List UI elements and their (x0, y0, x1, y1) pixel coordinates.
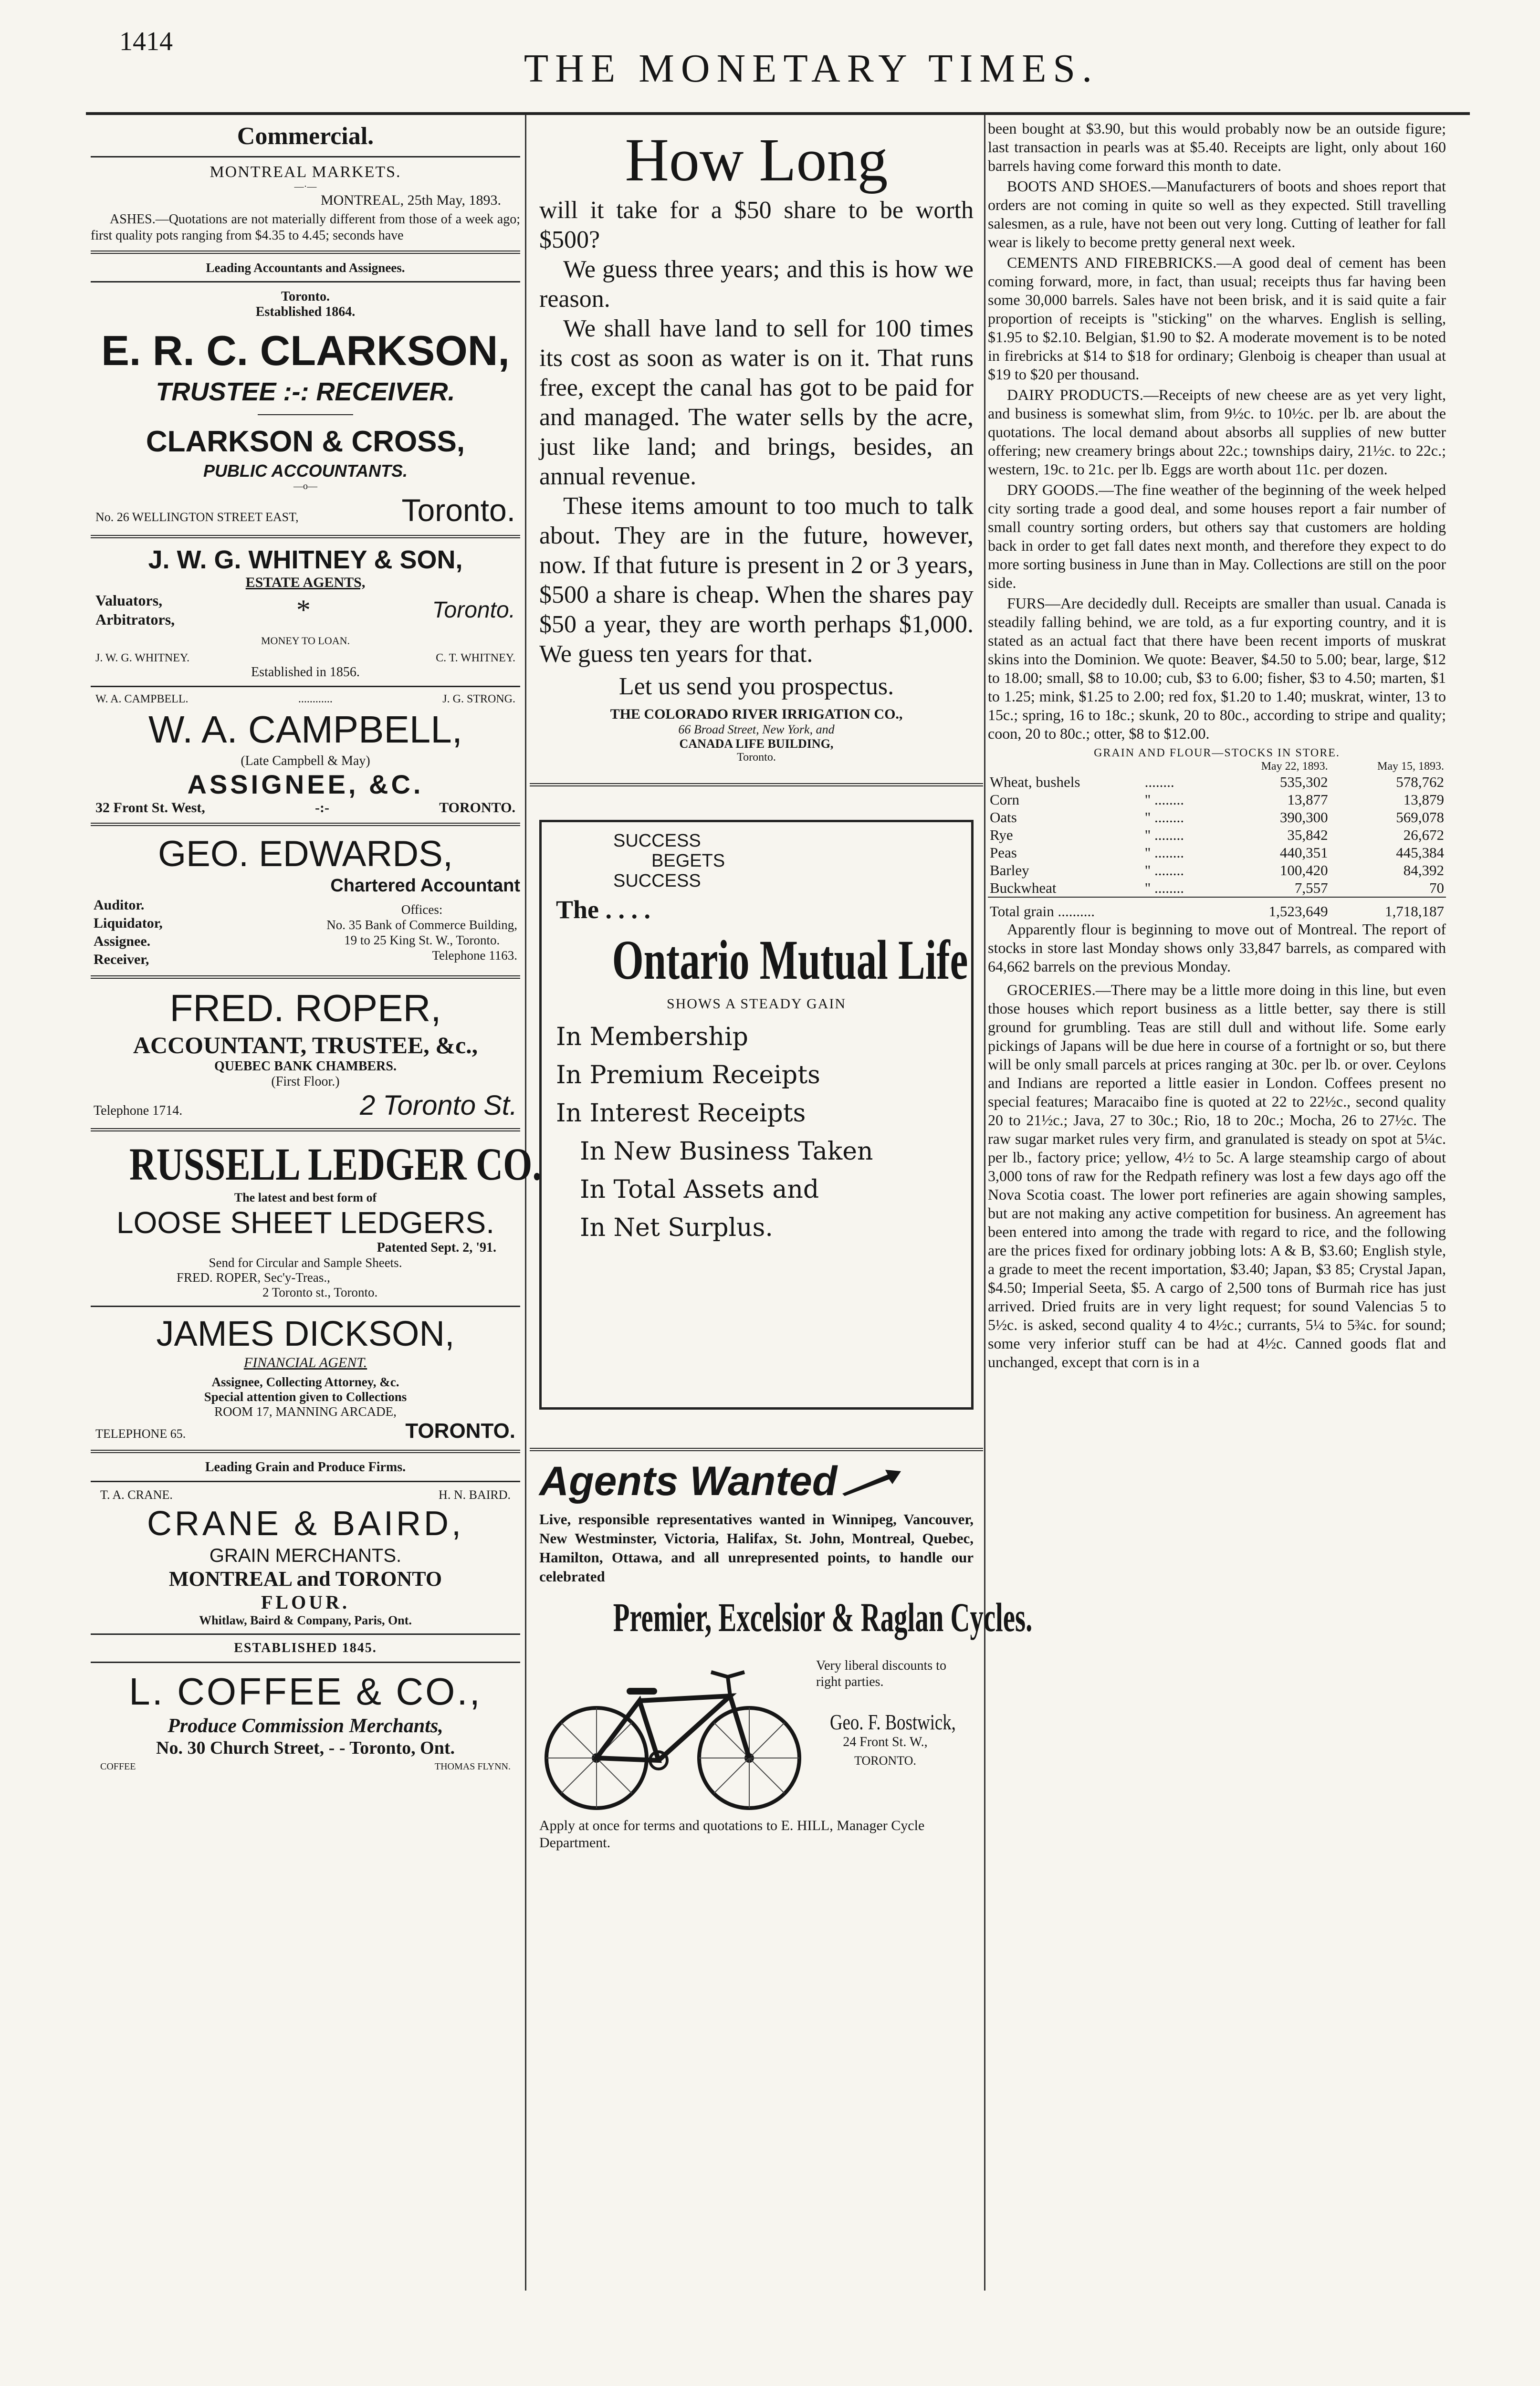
coffee-name: L. COFFEE & CO., (129, 1670, 482, 1713)
crane-baird-name: CRANE & BAIRD, (147, 1505, 464, 1543)
roper-role: ACCOUNTANT, TRUSTEE, &c., (133, 1032, 478, 1058)
campbell-dots: ............ (298, 693, 333, 705)
whitney-person-1: J. W. G. WHITNEY. (95, 652, 190, 664)
whitney-arbitrators: Arbitrators, (95, 611, 175, 628)
edwards-auditor: Auditor. (94, 897, 145, 913)
ashes-paragraph: ASHES.—Quotations are not materially different from those of a week ago; first quality pots ranging from $4.35 to 4.45; seconds have (91, 212, 520, 243)
stock-ditto: ........ (1144, 774, 1174, 790)
whitney-name: J. W. G. WHITNEY & SON, (148, 545, 463, 574)
dickson-line-2: Special attention given to Collections (204, 1390, 407, 1404)
russell-ledger-tag: The latest and best form of (234, 1191, 377, 1204)
how-long-line-2: We guess three years; and this is how we reason. (539, 256, 974, 313)
stock-item: Oats (990, 809, 1017, 826)
how-long-line-1: will it take for a $50 share to be worth $500? (539, 197, 974, 253)
colorado-address-2: CANADA LIFE BUILDING, (679, 737, 834, 751)
crane-baird-cities: MONTREAL and TORONTO (168, 1567, 442, 1591)
edwards-address-1: No. 35 Bank of Commerce Building, (326, 918, 517, 932)
campbell-separator: -:- (314, 800, 329, 816)
dickson-name: JAMES DICKSON, (156, 1314, 455, 1353)
dickson-line-1: Assignee, Collecting Attorney, &c. (211, 1375, 399, 1389)
coffee-person-1: COFFEE (100, 1761, 136, 1772)
market-para-groceries: GROCERIES.—There may be a little more doing in this line, but even those houses which report business as a little better, say there is still ground for grumbling. Teas are still dull and without life. Some early pickings of Japans will be due here in course of a fortnight or so, but there will be only small parcels at prices ranging at 30c. per lb. or over. Ceylons and Indians are reported a little easier in London. Coffees present no special features; Maracaibo fine is quoted at 22 to 22½c., second quality 20 to 21½c.; Java, 27 to 30c.; Rio, 18 to 20c.; Mocha, 26 to 27½c. The raw sugar market rules very firm, and granulated is steady on spot at 5¼c. per lb., factory price; yellow, 4½ to 5c. A large steamship cargo of about 3,000 tons of raw for the Redpath refinery was lost a few days ago off the Nova Scotia coast. The lower port refineries are again showing samples, but are not making any active competition for business. An agreement has been entered into among the trade with regard to rice, and the following are the prices fixed for ordinary jobbing lots: A & B, $3.60; English style, a grade to meet the recent importation, $3.40; Japan, $3 85; Crystal Japan, $4.50; Imperial Seeta, $5. A cargo of 2,500 tons of Burmah rice has just arrived. Dried fruits are in very light request; for sound Valencias 5 to 5½c. is asked, second quality 4 to 4½c.; currants, 5¼ to 5¾c. for sound; some very inferior stuff can be had at 4½c. Canned goods flat and unchanged, except that corn is in a (988, 981, 1446, 1371)
stock-total-label: Total grain .......... (990, 903, 1095, 920)
table-row (988, 826, 1446, 844)
whitney-valuators: Valuators, (95, 592, 163, 609)
asterisk-icon: * (296, 594, 311, 626)
campbell-role: ASSIGNEE, &C. (187, 769, 424, 799)
stock-value-1: 440,351 (1279, 844, 1328, 861)
russell-ledger-send: Send for Circular and Sample Sheets. (209, 1256, 402, 1270)
russell-ledger-name: RUSSELL LEDGER CO. (129, 1139, 542, 1190)
campbell-person-2: J. G. STRONG. (442, 693, 515, 705)
table-row (988, 808, 1446, 826)
stock-ditto: " ........ (1144, 791, 1184, 808)
stock-item: Peas (990, 844, 1017, 861)
market-para-flour: Apparently flour is beginning to move out of Montreal. The report of stocks in store last Monday shows only 33,847 barrels, as compared with 64,662 barrels on the previous Monday. (988, 921, 1446, 975)
commercial-heading: Commercial. (237, 123, 374, 150)
edwards-name: GEO. EDWARDS, (158, 834, 453, 874)
bostwick-name: Geo. F. Bostwick, (830, 1710, 956, 1734)
coffee-person-2: THOMAS FLYNN. (434, 1761, 511, 1772)
market-para-boots: BOOTS AND SHOES.—Manufacturers of boots and shoes report that orders are not coming in quite so well as they expected. Still travelling salesmen, as a rule, have not been out very long. Cutting of leather for fall wear is likely to become pretty general next week. (988, 178, 1446, 251)
roper-chambers: QUEBEC BANK CHAMBERS. (214, 1059, 397, 1074)
top-rule (86, 112, 1470, 115)
market-para-furs: FURS—Are decidedly dull. Receipts are smaller than usual. Canada is steadily falling behind, we are told, as a fur exporting country, and it is stated as an actual fact that there have been recent imports of muskrat skins into the Dominion. We quote: Beaver, $4.50 to 5.00; bear, large, $12 to 18.00; small, $8 to 10.00; cub, $3 to 6.00; fisher, $3 to 4.50; marten, $1 to 1.25; mink, $1.25 to 2.00; red fox, $1.20 to 1.40; muskrat, winter, 13 to 15c.; spring, 16 to 18c.; skunk, 20 to 80c., according to stripe and quality; coon, 20 to 80c.; otter, $8 to $12.00. (988, 595, 1446, 742)
stock-value-2: 445,384 (1396, 844, 1444, 861)
campbell-city: TORONTO. (439, 800, 515, 816)
page-number: 1414 (119, 27, 173, 56)
stock-value-1: 100,420 (1279, 862, 1328, 879)
stocks-col-2: May 15, 1893. (1377, 760, 1444, 773)
crane-baird-role: GRAIN MERCHANTS. (209, 1545, 402, 1566)
agents-wanted-title: Agents Wanted (539, 1458, 838, 1504)
roper-address: 2 Toronto St. (360, 1090, 517, 1121)
right-column (988, 119, 1446, 1373)
campbell-late: (Late Campbell & May) (241, 753, 370, 768)
coffee-established: ESTABLISHED 1845. (234, 1641, 377, 1655)
clarkson-cross-role: PUBLIC ACCOUNTANTS. (203, 461, 408, 481)
campbell-address: 32 Front St. West, (95, 800, 205, 816)
gain-interest: In Interest Receipts (556, 1099, 806, 1128)
edwards-offices: Offices: (401, 902, 443, 917)
how-long-line-4: These items amount to too much to talk about. They are in the future, however, now. If that future is present in 2 or 3 years, $500 a share is cheap. When the shares pay $50 a year, they are worth perhaps $1,000. We guess ten years for that. (539, 492, 974, 668)
stocks-table (988, 760, 1446, 920)
coffee-address: No. 30 Church Street, - - Toronto, Ont. (156, 1738, 455, 1758)
crane-baird-agents: Whitlaw, Baird & Company, Paris, Ont. (199, 1613, 412, 1627)
whitney-role: ESTATE AGENTS, (245, 575, 366, 590)
stock-value-1: 13,877 (1287, 791, 1328, 808)
edwards-liquidator: Liquidator, (94, 915, 163, 931)
colorado-city: Toronto. (737, 751, 776, 764)
masthead: THE MONETARY TIMES. (524, 46, 1099, 91)
stock-ditto: " ........ (1144, 879, 1184, 896)
roper-floor: (First Floor.) (271, 1074, 340, 1089)
stock-value-2: 84,392 (1403, 862, 1444, 879)
stock-value-1: 35,842 (1287, 827, 1328, 843)
cycles-discount: Very liberal discounts to right parties. (816, 1658, 946, 1689)
ontario-mutual-name: Ontario Mutual Life (612, 929, 968, 991)
arrow-icon (840, 1467, 902, 1496)
whitney-city: Toronto. (432, 597, 515, 623)
stock-ditto: " ........ (1144, 862, 1184, 879)
clarkson-cross-address: No. 26 WELLINGTON STREET EAST, (95, 510, 299, 524)
stock-ditto: " ........ (1144, 844, 1184, 861)
stock-ditto: " ........ (1144, 809, 1184, 826)
campbell-person-1: W. A. CAMPBELL. (95, 693, 189, 705)
market-para-drygoods: DRY GOODS.—The fine weather of the beginning of the week helped city sorting trade a good deal, and some houses report a fair number of small country sorting orders, but others say that customers are holding back in order to get fall dates next month, and therefore they expect to do more sorting business in June than in May. Collections are still on the poor side. (988, 481, 1446, 591)
stock-value-2: 13,879 (1403, 791, 1444, 808)
column-rule-right (984, 115, 985, 2291)
ontario-shows: SHOWS A STEADY GAIN (666, 996, 847, 1012)
coffee-role: Produce Commission Merchants, (168, 1715, 443, 1737)
russell-ledger-product: LOOSE SHEET LEDGERS. (116, 1205, 494, 1240)
gain-net-surplus: In Net Surplus. (580, 1214, 773, 1242)
clarkson-established: Established 1864. (255, 304, 356, 319)
bicycle-icon (539, 1643, 807, 1815)
russell-ledger-patent: Patented Sept. 2, '91. (377, 1240, 496, 1255)
campbell-name: W. A. CAMPBELL, (148, 708, 462, 751)
agents-body: Live, responsible representatives wanted in Winnipeg, Vancouver, New Westminster, Victoria, Halifax, St. John, Montreal, Quebec, Hamilton, Ottawa, and all unrepresented points, to handle our celebrated (539, 1511, 974, 1585)
how-long-cta: Let us send you prospectus. (618, 673, 894, 700)
roper-name: FRED. ROPER, (169, 987, 441, 1029)
bostwick-address: 24 Front St. W., (843, 1735, 928, 1749)
bostwick-city: TORONTO. (854, 1754, 916, 1768)
stock-item: Buckwheat (990, 879, 1057, 896)
market-para-pearls: been bought at $3.90, but this would probably now be an outside figure; last transaction in pearls was at $5.40. Receipts are light, only about 160 barrels having come forward this month to date. (988, 120, 1446, 174)
montreal-markets-heading: MONTREAL MARKETS. (210, 163, 401, 181)
table-row (988, 844, 1446, 861)
gain-new-business: In New Business Taken (580, 1137, 873, 1166)
dickson-city: TORONTO. (405, 1419, 515, 1443)
table-row (988, 773, 1446, 791)
stock-ditto: " ........ (1144, 827, 1184, 843)
crane-person-1: T. A. CRANE. (100, 1488, 173, 1502)
edwards-receiver: Receiver, (94, 952, 149, 967)
clarkson-city: Toronto. (281, 289, 330, 304)
stock-value-1: 535,302 (1279, 774, 1328, 790)
dateline: MONTREAL, 25th May, 1893. (320, 192, 501, 208)
whitney-person-2: C. T. WHITNEY. (436, 652, 515, 664)
edwards-telephone: Telephone 1163. (432, 948, 517, 963)
ontario-the: The . . . . (556, 895, 651, 924)
stocks-heading: GRAIN AND FLOUR—STOCKS IN STORE. (1094, 747, 1340, 759)
crane-baird-flour: FLOUR. (261, 1591, 350, 1613)
colorado-company: THE COLORADO RIVER IRRIGATION CO., (610, 706, 903, 722)
clarkson-cross-name: CLARKSON & CROSS, (146, 425, 465, 458)
clarkson-role: TRUSTEE :-: RECEIVER. (156, 377, 455, 406)
table-row (988, 902, 1446, 920)
gain-premium: In Premium Receipts (556, 1061, 820, 1089)
edwards-address-2: 19 to 25 King St. W., Toronto. (344, 933, 500, 947)
table-row (988, 861, 1446, 879)
how-long-line-3: We shall have land to sell for 100 times its cost as soon as water is on it. That runs free, except the canal has got to be paid for and managed. The water sells by the acre, just like land; and brings, besides, an annual revenue. (539, 315, 974, 490)
stock-value-2: 578,762 (1396, 774, 1444, 790)
edwards-role: Chartered Accountant (330, 876, 520, 896)
success-1: SUCCESS (613, 831, 701, 851)
dickson-role: FINANCIAL AGENT. (243, 1355, 367, 1371)
table-row (988, 791, 1446, 808)
stock-value-2: 569,078 (1396, 809, 1444, 826)
roper-telephone: Telephone 1714. (94, 1103, 183, 1118)
gain-membership: In Membership (556, 1023, 748, 1051)
stock-item: Rye (990, 827, 1013, 843)
stock-total-1: 1,523,649 (1268, 903, 1328, 920)
gain-total-assets: In Total Assets and (580, 1175, 819, 1204)
stock-value-1: 7,557 (1294, 879, 1328, 896)
accountants-heading: Leading Accountants and Assignees. (206, 261, 405, 275)
clarkson-cross-city: Toronto. (401, 492, 515, 528)
russell-ledger-address: 2 Toronto st., Toronto. (262, 1285, 378, 1299)
success-2: SUCCESS (613, 871, 701, 891)
edwards-assignee: Assignee. (94, 933, 151, 949)
russell-ledger-signature: FRED. ROPER, Sec'y-Treas., (177, 1270, 330, 1285)
stocks-col-1: May 22, 1893. (1261, 760, 1328, 773)
stock-total-2: 1,718,187 (1385, 903, 1444, 920)
crane-person-2: H. N. BAIRD. (439, 1488, 511, 1502)
market-para-dairy: DAIRY PRODUCTS.—Receipts of new cheese are as yet very light, and business is somewhat slim, from 9½c. to 10½c. per lb. are about the quotations. The local demand about absorbs all supplies of new butter offering; new creamery brings about 22c.; townships dairy, 21½c. to 22c.; western, 19c. to 21c. per lb. Eggs are worth about 11c. per dozen. (988, 386, 1446, 478)
whitney-money: MONEY TO LOAN. (261, 635, 350, 647)
begets: BEGETS (651, 851, 725, 871)
column-rule-left (525, 115, 526, 2291)
stock-value-2: 70 (1429, 879, 1444, 896)
stock-value-2: 26,672 (1403, 827, 1444, 843)
clarkson-name: E. R. C. CLARKSON, (101, 327, 510, 374)
cycles-name: Premier, Excelsior & Raglan Cycles. (613, 1594, 1033, 1640)
dickson-room: ROOM 17, MANNING ARCADE, (214, 1404, 397, 1419)
stock-item: Wheat, bushels (990, 774, 1080, 790)
stock-item: Corn (990, 791, 1019, 808)
left-column: Commercial. MONTREAL MARKETS. —·— MONTREAL, 25th May, 1893. ASHES.—Quotations are not materially different from those of a week ago; first quality pots ranging from $4.35 to 4.45; seconds have Leading Accountants and Assignees. Toronto. Established 1864. E. R. C. CLARKSON, TRUSTEE :-: RECEIVER. CLARKSON & CROSS, PUBLIC ACCOUNTANTS. —o— No. 26 WELLINGTON STREET EAST, Toronto. J. W. G. WHITNEY & SON, ESTATE AGENTS, Valuators, Arbitrators, * Toronto. MONEY TO LOAN. J. W. G. WHITNEY. C. T. WHITNEY. Established in 1856. W. A. CAMPBELL. ............ J. G. STRONG. W. A. CAMPBELL, (Late Campbell & May) ASSIGNEE, &C. 32 Front St. West, -:- TORONTO. GEO. EDWARDS, Chartered Accountant Auditor. Liquidator, Assignee. Receiver, Offices: No. 35 Bank of Commerce Building, 19 to 25 King St. W., Toronto. Telephone 1163. FRED. ROPER, ACCOUNTANT, TRUSTEE, &c., QUEBEC BANK CHAMBERS. (First Floor.) Telephone 1714. 2 Toronto St. RUSSELL LEDGER CO. The latest and best form of LOOSE SHEET LEDGERS. Patented Sept. 2, '91. Send for Circular and Sample Sheets. FRED. ROPER, Sec'y-Treas., 2 Toronto st., Toronto. JAMES DICKSON, FINANCIAL AGENT. Assignee, Collecting Attorney, &c. Special attention given to Collections ROOM 17, MANNING ARCADE, TELEPHONE 65. TORONTO. Leading Grain and Produce Firms. T. A. CRANE. H. N. BAIRD. CRANE & BAIRD, GRAIN MERCHANTS. MONTREAL and TORONTO FLOUR. Whitlaw, Baird & Company, Paris, Ont. ESTABLISHED 1845. L. COFFEE & CO., Produce Commission Merchants, No. 30 Church Street, - - Toronto, Ont. COFFEE THOMAS FLYNN. (91, 123, 542, 1772)
agents-apply: Apply at once for terms and quotations to E. HILL, Manager Cycle Department. (539, 1818, 925, 1851)
whitney-established: Established in 1856. (251, 665, 360, 680)
colorado-address-1: 66 Broad Street, New York, and (678, 722, 835, 736)
table-row (988, 879, 1446, 897)
stock-value-1: 390,300 (1279, 809, 1328, 826)
market-para-cements: CEMENTS AND FIREBRICKS.—A good deal of cement has been coming forward, more, in fact, than usual; receipts thus far having been some 30,000 barrels. Sales have not been brisk, and it is said quite a fair proportion of receipts is "sticking" on the wharves. English is selling, $1.95 to $2.10. Belgian, $1.90 to $2. A moderate movement is to be noted in firebricks at $14 to $18 for ordinary; Glenboig is cheaper than usual at $19 to $20 per thousand. (988, 254, 1446, 383)
how-long-title: How Long (625, 126, 888, 194)
stock-item: Barley (990, 862, 1029, 879)
ontario-mutual-box (539, 820, 974, 1410)
dickson-telephone: TELEPHONE 65. (95, 1427, 186, 1441)
grain-heading: Leading Grain and Produce Firms. (205, 1460, 406, 1475)
